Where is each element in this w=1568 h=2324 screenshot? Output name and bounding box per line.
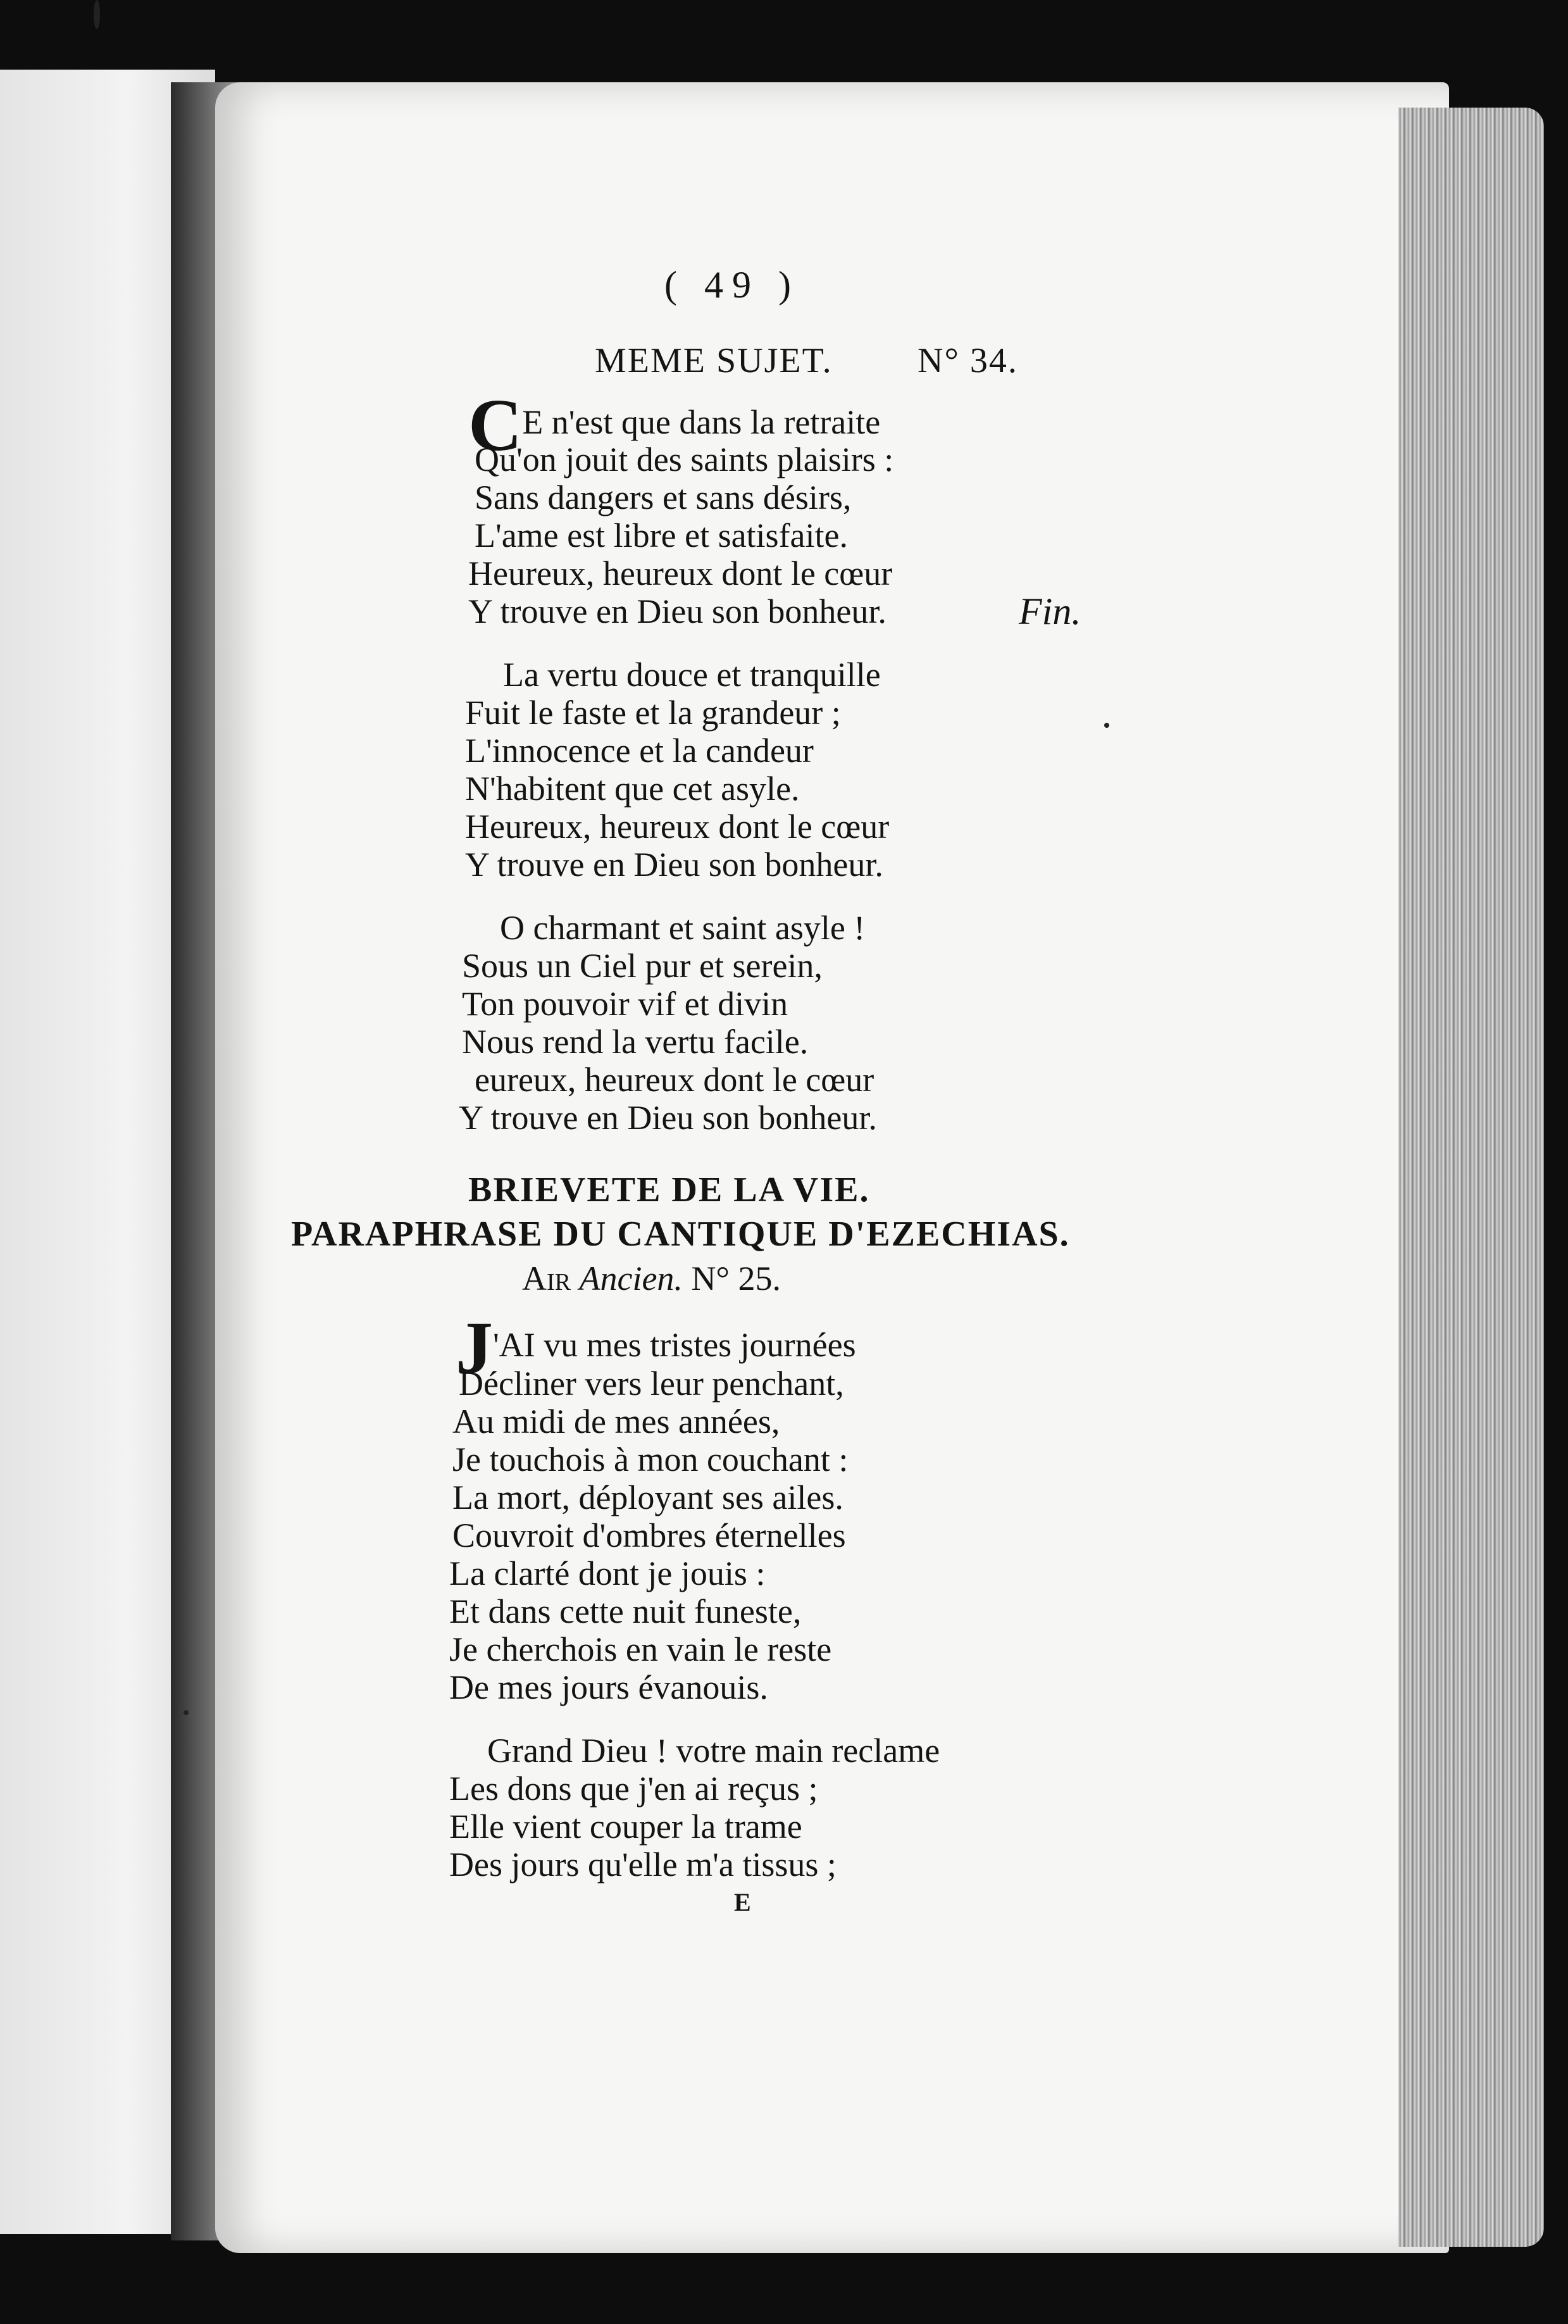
verse-line: Sans dangers et sans désirs, [475,478,852,516]
verse-line: Heureux, heureux dont le cœur [468,554,893,592]
page-text [291,253,1253,1930]
verse-line: L'innocence et la candeur [465,732,814,770]
air-indication [522,1259,781,1297]
verse-line: Qu'on jouit des saints plaisirs : [475,440,894,478]
page-block-edge [1398,108,1544,2247]
scan-speck [94,0,100,29]
verse-line: Y trouve en Dieu son bonheur. [468,592,887,630]
scan-speck [184,1710,189,1715]
verse-line: Je cherchois en vain le reste [449,1630,832,1668]
verse-line: Et dans cette nuit funeste, [449,1592,802,1630]
verse-line: L'ame est libre et satisfaite. [475,516,848,554]
page-number: ( 49 ) [664,264,800,306]
verse-line: Décliner vers leur penchant, [459,1365,844,1403]
verse-line: Au midi de mes années, [452,1403,780,1440]
verse-line-text: E n'est que dans la retraite [522,403,881,441]
verse-line: N'habitent que cet asyle. [465,770,800,808]
verse-line: Ton pouvoir vif et divin [462,985,788,1023]
verse-line: Couvroit d'ombres éternelles [452,1516,846,1554]
verse-line: La mort, déployant ses ailes. [452,1478,843,1516]
fin-marker: Fin. [1019,590,1081,632]
verse-line: Je touchois à mon couchant : [452,1440,849,1478]
verse-line-text: 'AI vu mes tristes journées [493,1326,856,1364]
verse-line: Nous rend la vertu facile. [462,1023,809,1061]
section-number: N° 34. [918,341,1018,380]
verse-line: La clarté dont je jouis : [449,1554,766,1592]
drop-cap: C [468,384,523,466]
drop-cap: J [456,1306,493,1389]
section-title: MEME SUJET. [595,341,833,380]
air-label: Air [522,1259,571,1297]
verse-line: Y trouve en Dieu son bonheur. [465,846,883,884]
verse-line: Fuit le faste et la grandeur ; [465,694,841,732]
verse-line: Des jours qu'elle m'a tissus ; [449,1846,837,1884]
verse-line: La vertu douce et tranquille [503,656,881,694]
section-subtitle: PARAPHRASE DU CANTIQUE D'EZECHIAS. [291,1215,1070,1254]
verse-line: O charmant et saint asyle ! [500,909,866,947]
verse-line: Sous un Ciel pur et serein, [462,947,823,985]
signature-mark: E [734,1888,751,1916]
verse-line: Grand Dieu ! votre main reclame [487,1732,940,1770]
verse-line: Y trouve en Dieu son bonheur. [459,1099,877,1137]
section-title: BRIEVETE DE LA VIE. [468,1170,870,1209]
verse-line: Les dons que j'en ai reçus ; [449,1770,818,1808]
air-number: N° 25. [691,1259,781,1297]
verse-line: De mes jours évanouis. [449,1668,768,1706]
verse-line: Elle vient couper la trame [449,1808,802,1846]
verse-line: eureux, heureux dont le cœur [475,1061,874,1099]
air-name: Ancien. [579,1259,683,1297]
verse-line: Heureux, heureux dont le cœur [465,808,890,846]
